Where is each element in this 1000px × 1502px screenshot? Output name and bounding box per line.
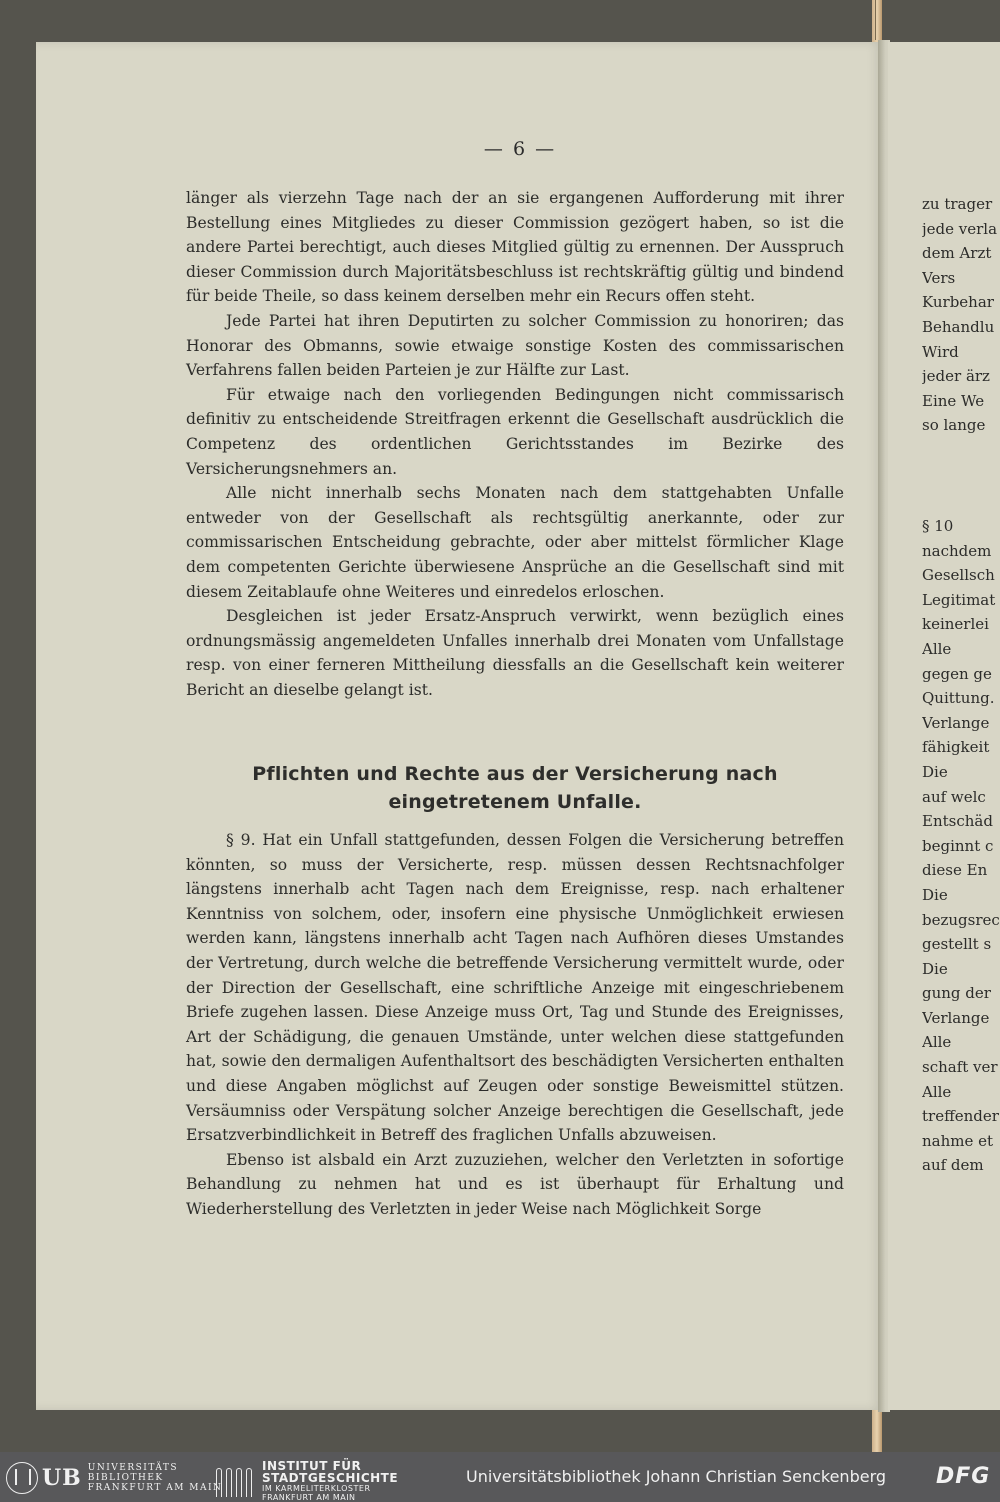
right-page-line: § 10 [922, 517, 954, 535]
isg-line-1: INSTITUT FÜR [262, 1459, 362, 1473]
text-block-top [186, 186, 844, 702]
viewer-footer [0, 1452, 1000, 1502]
ub-line-3: FRANKFURT AM MAIN [87, 1483, 223, 1493]
right-page-line: bezugsrec [922, 910, 1000, 929]
right-page-line: gestellt s [922, 935, 992, 954]
right-page-line: nachdem [922, 541, 992, 560]
right-page-line: Vers [922, 268, 956, 287]
right-page-line: nahme et [922, 1131, 994, 1150]
right-page-line: jede verla [922, 219, 998, 238]
isg-line-3: IM KARMELITERKLOSTER [262, 1484, 371, 1493]
right-page-line: Eine We [922, 391, 985, 410]
right-page-line: Verlange [922, 1008, 990, 1027]
right-page-line: Gesellsch [922, 566, 995, 585]
right-page-line: dem Arzt [922, 244, 992, 263]
paragraph: § 9. Hat ein Unfall stattgefunden, dessen Folgen die Versicherung betreffen könnten, so muss der Versicherte, resp. müssen dessen Rechtsnachfolger längstens innerhalb acht Tagen nach dem Ereignisse, resp. nach erhaltener Kenntniss von solchem, oder, insofern eine physische Unmöglichkeit erwiesen werden kann, längstens innerhalb acht Tagen nach Aufhören dieses Umstandes der Vertretung, durch welche die betreffende Versicherung vermittelt wurde, oder der Direction der Gesellschaft, eine schriftliche Anzeige mit eingeschriebenem Briefe zugehen lassen. Diese Anzeige muss Ort, Tag und Stunde des Ereignisses, Art der Schädigung, die genauen Umstände, unter welchen diese stattgefunden hat, sowie den dermaligen Aufenthaltsort des beschädigten Versicherten enthalten und diese Angaben möglichst auf Zeugen oder sonstige Beweismittel stützen. Versäumniss oder Verspätung solcher Anzeige berechtigen die Gesellschaft, jede Ersatzverbindlichkeit in Betreff des fraglichen Unfalls abzuweisen. [186, 831, 844, 1145]
right-page-line: auf dem [922, 1156, 984, 1175]
isg-line-2: STADTGESCHICHTE [262, 1471, 399, 1485]
right-page-line: Alle [922, 1082, 952, 1101]
right-page-line: so lange [922, 416, 986, 435]
right-page-line: Wird [922, 342, 959, 361]
ub-logo-text: UB [42, 1465, 82, 1491]
right-page-line: Entschäd [922, 812, 993, 831]
right-page-line: Die [922, 959, 948, 978]
right-page-line: zu trager [922, 195, 993, 213]
right-page-line: Legitimat [922, 590, 996, 609]
right-page-fragments-top [922, 192, 1000, 438]
paragraph: länger als vierzehn Tage nach der an sie ergangenen Aufforderung mit ihrer Bestellung eines Mitgliedes zu dieser Commission gezögert haben, so ist die andere Partei berechtigt, auch dieses Mitglied gültig zu ernennen. Der Ausspruch dieser Commission durch Majoritätsbeschluss ist rechtskräftig gültig und bindend für beide Theile, so dass keinem derselben mehr ein Recurs offen steht. [186, 189, 844, 306]
text-block-bottom [186, 828, 844, 1222]
isg-arches-icon [214, 1464, 254, 1498]
paragraph: Für etwaige nach den vorliegenden Bedingungen nicht commissarisch definitiv zu entscheidende Streitfragen erkennt die Gesellschaft ausdrücklich die Competenz des ordentlichen Gerichtsstandes im Bezirke des Versicherungsnehmers an. [186, 385, 844, 478]
right-page-line: Die [922, 885, 948, 904]
right-page-line: Alle [922, 639, 952, 658]
ub-logo-subtitle [88, 1463, 223, 1493]
dfg-logo[interactable]: DFG [936, 1464, 991, 1489]
paragraph: Desgleichen ist jeder Ersatz-Anspruch verwirkt, wenn bezüglich eines ordnungsmässig angemeldeten Unfalles innerhalb drei Monaten vom Unfallstage resp. von einer ferneren Mittheilung diessfalls an die Gesellschaft kein weiterer Bericht an dieselbe gelangt ist. [186, 607, 844, 699]
right-page-line: Die [922, 762, 948, 781]
right-page-line: Alle [922, 1033, 952, 1052]
right-page-line: jeder ärz [922, 367, 990, 386]
isg-line-4: FRANKFURT AM MAIN [262, 1493, 356, 1502]
ub-emblem-icon [6, 1462, 38, 1494]
right-page-line: diese En [922, 861, 988, 880]
right-page-line: keinerlei [922, 615, 989, 634]
page-number: — 6 — [483, 138, 557, 160]
isg-logo[interactable] [214, 1460, 398, 1502]
ub-line-1: UNIVERSITÄTS [87, 1463, 179, 1473]
right-page-line: schaft ver [922, 1058, 998, 1077]
section-heading: Pflichten und Rechte aus der Versicherung nach eingetretenem Unfalle. [252, 763, 778, 813]
right-page-fragments-bottom [922, 514, 1000, 1178]
right-page-line: gung der [922, 984, 991, 1003]
right-page-line: treffender [922, 1107, 999, 1126]
right-page-line: Kurbehar [922, 293, 994, 312]
right-page-line: fähigkeit [922, 738, 990, 757]
ub-logo[interactable] [6, 1462, 222, 1494]
right-page-line: Behandlu [922, 317, 995, 336]
paragraph: Jede Partei hat ihren Deputirten zu solcher Commission zu honoriren; das Honorar des Obmanns, sowie etwaige sonstige Kosten des commissarischen Verfahrens fallen beiden Parteien je zur Hälfte zur Last. [186, 311, 844, 380]
right-page-line: Verlange [922, 713, 990, 732]
right-page-line: auf welc [922, 787, 986, 806]
right-page-line: Quittung. [922, 689, 995, 708]
paragraph: Ebenso ist alsbald ein Arzt zuzuziehen, welcher den Verletzten in sofortige Behandlung zu nehmen hat und es ist überhaupt für Erhaltung und Wiederherstellung des Verletzten in jeder Weise nach Möglichkeit Sorge [186, 1150, 844, 1218]
right-page-line: gegen ge [922, 664, 992, 683]
right-page-line: beginnt c [922, 836, 994, 855]
ub-line-2: BIBLIOTHEK [87, 1473, 164, 1483]
paragraph: Alle nicht innerhalb sechs Monaten nach dem stattgehabten Unfalle entweder von der Gesellschaft als rechtsgültig anerkannte, oder zur commissarischen Entscheidung gebrachte, oder aber mittelst förmlicher Klage dem competenten Gerichte überwiesene Ansprüche an die Gesellschaft sind mit diesem Zeitablaufe ohne Weiteres und einredelos erloschen. [186, 484, 844, 601]
library-name: Universitätsbibliothek Johann Christian Senckenberg [466, 1467, 887, 1486]
